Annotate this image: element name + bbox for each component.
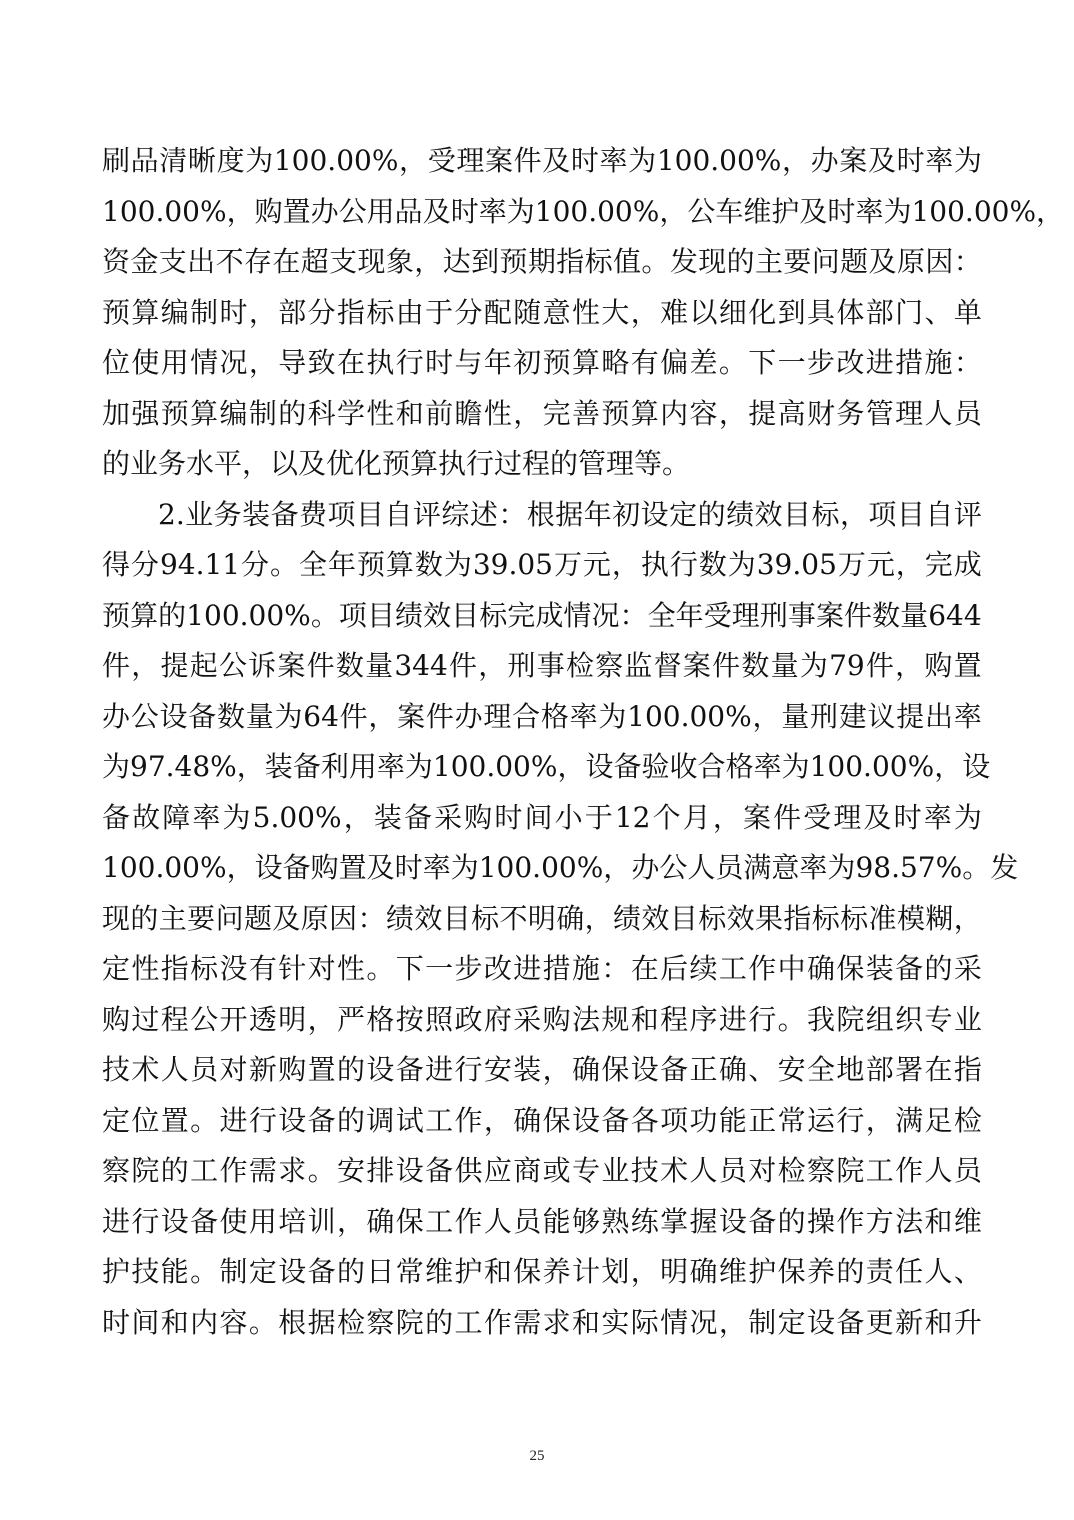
text-line-23: 护 技 能 。 制 定 设 备 的 日 常 维 护 和 保 养 计 划 ， 明 确 维 护 保 养 的 责 任 人 、 [102, 1255, 982, 1288]
text-line-19: 技 术 人 员 对 新 购 置 的 设 备 进 行 安 装 ， 确 保 设 备 正 确 、 安 全 地 部 署 在 指 [102, 1053, 982, 1086]
text-line-15: 100.00% ， 设 备 购 置 及 时 率 为 100.00% ， 办 公 人 员 满 意 率 为 98.57% 。 发 [102, 851, 1019, 884]
text-line-18: 购 过 程 公 开 透 明 ， 严 格 按 照 政 府 采 购 法 规 和 程 序 进 行 。 我 院 组 织 专 业 [102, 1002, 982, 1036]
text-line-16: 现 的 主 要 问 题 及 原 因 ： 绩 效 目 标 不 明 确 ， 绩 效 目 标 效 果 指 标 标 准 模 糊 ， [102, 901, 982, 935]
text-line-2: 100.00% ， 购 置 办 公 用 品 及 时 率 为 100.00% ， 公 车 维 护 及 时 率 为 100.00% ， [102, 194, 1065, 228]
text-line-21: 察 院 的 工 作 需 求 。 安 排 设 备 供 应 商 或 专 业 技 术 人 员 对 检 察 院 工 作 人 员 [102, 1154, 982, 1187]
text-line-3: 资 金 支 出 不 存 在 超 支 现 象 ， 达 到 预 期 指 标 值 。 发 现 的 主 要 问 题 及 原 因 ： [102, 245, 982, 278]
page-number: 25 [529, 1448, 545, 1464]
text-line-6: 加 强 预 算 编 制 的 科 学 性 和 前 瞻 性 ， 完 善 预 算 内 容 ， 提 高 财 务 管 理 人 员 [102, 396, 982, 430]
text-line-5: 位 使 用 情 况 ， 导 致 在 执 行 时 与 年 初 预 算 略 有 偏 差 。 下 一 步 改 进 措 施 ： [102, 346, 982, 379]
text-line-24: 时 间 和 内 容 。 根 据 检 察 院 的 工 作 需 求 和 实 际 情 况 ， 制 定 设 备 更 新 和 升 [102, 1305, 982, 1339]
text-line-20: 定 位 置 。 进 行 设 备 的 调 试 工 作 ， 确 保 设 备 各 项 功 能 正 常 运 行 ， 满 足 检 [102, 1103, 982, 1137]
text-line-8: 2. 业 务 装 备 费 项 目 自 评 综 述 ： 根 据 年 初 设 定 的 绩 效 目 标 ， 项 目 自 评 [158, 497, 982, 531]
text-line-13: 为 97.48% ， 装 备 利 用 率 为 100.00% ， 设 备 验 收 合 格 率 为 100.00% ， 设 [102, 750, 991, 783]
text-line-11: 件 ， 提 起 公 诉 案 件 数 量 344 件 ， 刑 事 检 察 监 督 案 件 数 量 为 79 件 ， 购 置 [102, 649, 982, 682]
text-line-4: 预 算 编 制 时 ， 部 分 指 标 由 于 分 配 随 意 性 大 ， 难 以 细 化 到 具 体 部 门 、 单 [102, 295, 982, 329]
text-line-9: 得 分 94.11 分 。 全 年 预 算 数 为 39.05 万 元 ， 执 行 数 为 39.05 万 元 ， 完 成 [102, 548, 982, 581]
text-line-1: 刷 品 清 晰 度 为 100.00% ， 受 理 案 件 及 时 率 为 100.00% ， 办 案 及 时 率 为 [102, 144, 982, 177]
text-line-7: 的业务水平，以及优化预算执行过程的管理等。 [102, 447, 691, 480]
text-line-10: 预 算 的 100.00% 。 项 目 绩 效 目 标 完 成 情 况 ： 全 年 受 理 刑 事 案 件 数 量 644 [102, 598, 982, 632]
text-line-22: 进 行 设 备 使 用 培 训 ， 确 保 工 作 人 员 能 够 熟 练 掌 握 设 备 的 操 作 方 法 和 维 [102, 1204, 982, 1238]
text-line-17: 定 性 指 标 没 有 针 对 性 。 下 一 步 改 进 措 施 ： 在 后 续 工 作 中 确 保 装 备 的 采 [102, 952, 982, 985]
body-text [102, 136, 1065, 1348]
text-line-12: 办 公 设 备 数 量 为 64 件 ， 案 件 办 理 合 格 率 为 100.00% ， 量 刑 建 议 提 出 率 [102, 699, 982, 733]
text-line-14: 备 故 障 率 为 5.00% ， 装 备 采 购 时 间 小 于 12 个 月 ， 案 件 受 理 及 时 率 为 [102, 800, 982, 834]
